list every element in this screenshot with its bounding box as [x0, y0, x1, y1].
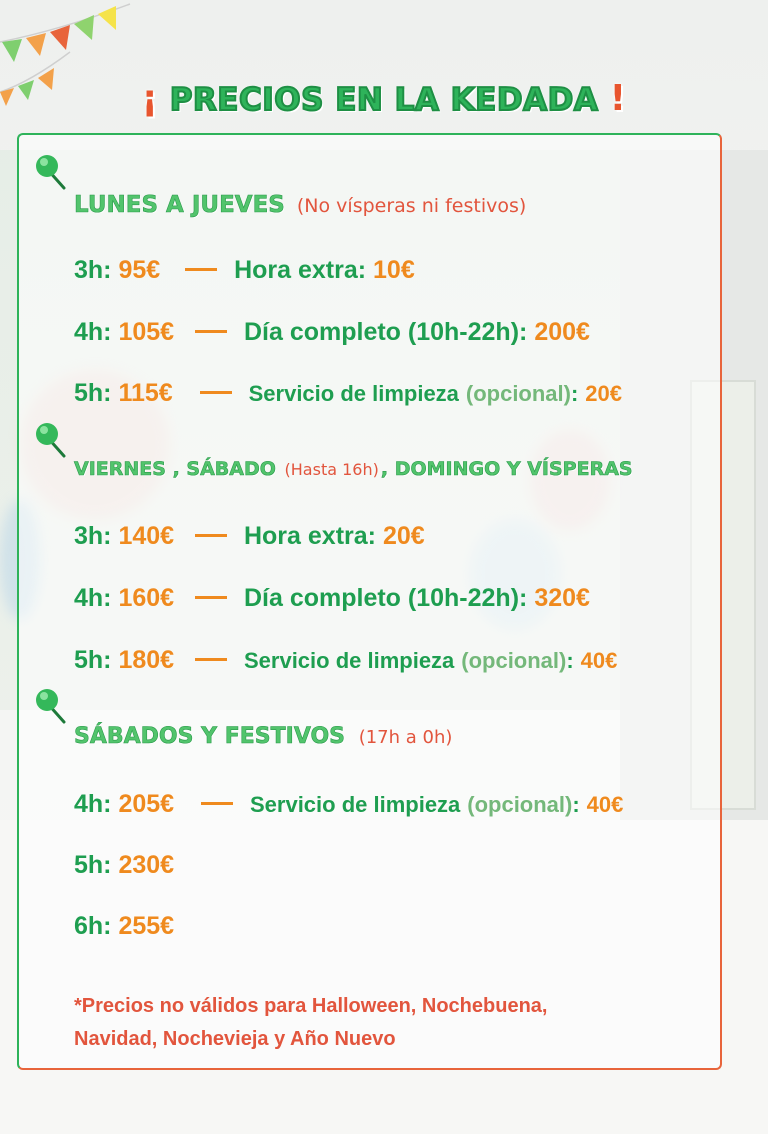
row-extra-price: 200€: [534, 318, 590, 346]
row-price: 230€: [118, 851, 175, 879]
row-extra-price: 40€: [580, 648, 618, 673]
row-extra-label: Hora extra:: [243, 522, 376, 550]
price-row: 5h: 180€ Servicio de limpieza (opcional): 40€: [74, 646, 618, 674]
title-open-mark: ¡: [141, 78, 159, 119]
dash-divider: [195, 596, 227, 599]
row-extra-price: 10€: [373, 256, 415, 284]
row-price: 160€: [118, 584, 175, 612]
page-title: [0, 78, 768, 119]
row-extra-label: Servicio de limpieza: [243, 648, 455, 673]
price-row: [74, 256, 415, 285]
row-hours: 4h:: [74, 584, 112, 612]
row-extra-price: 40€: [586, 792, 624, 817]
row-hours: 5h:: [74, 379, 112, 407]
row-price: 180€: [118, 646, 175, 674]
section-title-holidays: [74, 724, 452, 749]
row-extra-label: Hora extra:: [234, 256, 367, 284]
row-extra-label: Servicio de limpieza: [249, 792, 461, 817]
row-price: 255€: [118, 912, 175, 940]
section-title-text: SÁBADOS Y FESTIVOS: [74, 724, 346, 749]
row-extra-label: Día completo (10h-22h):: [243, 318, 528, 346]
row-extra-optional: (opcional): [465, 381, 571, 406]
row-hours: 5h:: [74, 646, 112, 674]
price-row: 4h: 205€ Servicio de limpieza (opcional): 40€: [74, 790, 624, 818]
row-extra-price: 320€: [534, 584, 590, 612]
row-price: 140€: [118, 522, 175, 550]
dash-divider: [200, 391, 232, 394]
dash-divider: [195, 534, 227, 537]
footnote-line: *Precios no válidos para Halloween, Nochebuena,: [74, 995, 548, 1017]
dash-divider: [195, 330, 227, 333]
section-note: (17h a 0h): [358, 727, 453, 748]
dash-divider: [195, 658, 227, 661]
title-text: PRECIOS EN LA KEDADA: [169, 82, 599, 118]
section-note: (No vísperas ni festivos): [296, 195, 527, 217]
row-price: 95€: [118, 256, 161, 284]
row-hours: 4h:: [74, 318, 112, 346]
row-hours: 6h:: [74, 912, 112, 940]
section-title-text: , DOMINGO Y VÍSPERAS: [380, 458, 633, 480]
price-row: [74, 851, 174, 880]
section-title-text: LUNES A JUEVES: [74, 192, 285, 218]
dash-divider: [185, 268, 217, 271]
price-row: [74, 584, 590, 613]
section-title-weekdays: [74, 192, 526, 218]
row-extra-label: Servicio de limpieza: [248, 381, 459, 406]
row-hours: 4h:: [74, 790, 112, 818]
dash-divider: [201, 802, 233, 805]
section-title-text: VIERNES , SÁBADO: [74, 458, 276, 480]
price-row: [74, 522, 425, 551]
row-extra-price: 20€: [585, 381, 622, 406]
row-extra-optional: (opcional): [461, 648, 567, 673]
pushpin-icon: [34, 420, 68, 460]
row-extra-optional: (opcional): [467, 792, 573, 817]
section-note: (Hasta 16h): [284, 460, 379, 479]
pushpin-icon: [34, 686, 68, 726]
price-row: [74, 318, 590, 347]
row-extra-price: 20€: [382, 522, 425, 550]
footnote: [74, 990, 674, 1056]
row-price: 105€: [118, 318, 175, 346]
row-hours: 5h:: [74, 851, 112, 879]
footnote-line: Navidad, Nochevieja y Año Nuevo: [74, 1028, 396, 1050]
row-extra-label: Día completo (10h-22h):: [243, 584, 528, 612]
row-price: 115€: [118, 379, 173, 407]
section-title-weekend: [74, 458, 633, 480]
title-close-mark: !: [609, 78, 627, 119]
price-row: 5h: 115€ Servicio de limpieza (opcional): 20€: [74, 379, 622, 407]
row-price: 205€: [118, 790, 175, 818]
pushpin-icon: [34, 152, 68, 192]
price-row: [74, 912, 174, 941]
row-hours: 3h:: [74, 522, 112, 550]
row-hours: 3h:: [74, 256, 112, 284]
